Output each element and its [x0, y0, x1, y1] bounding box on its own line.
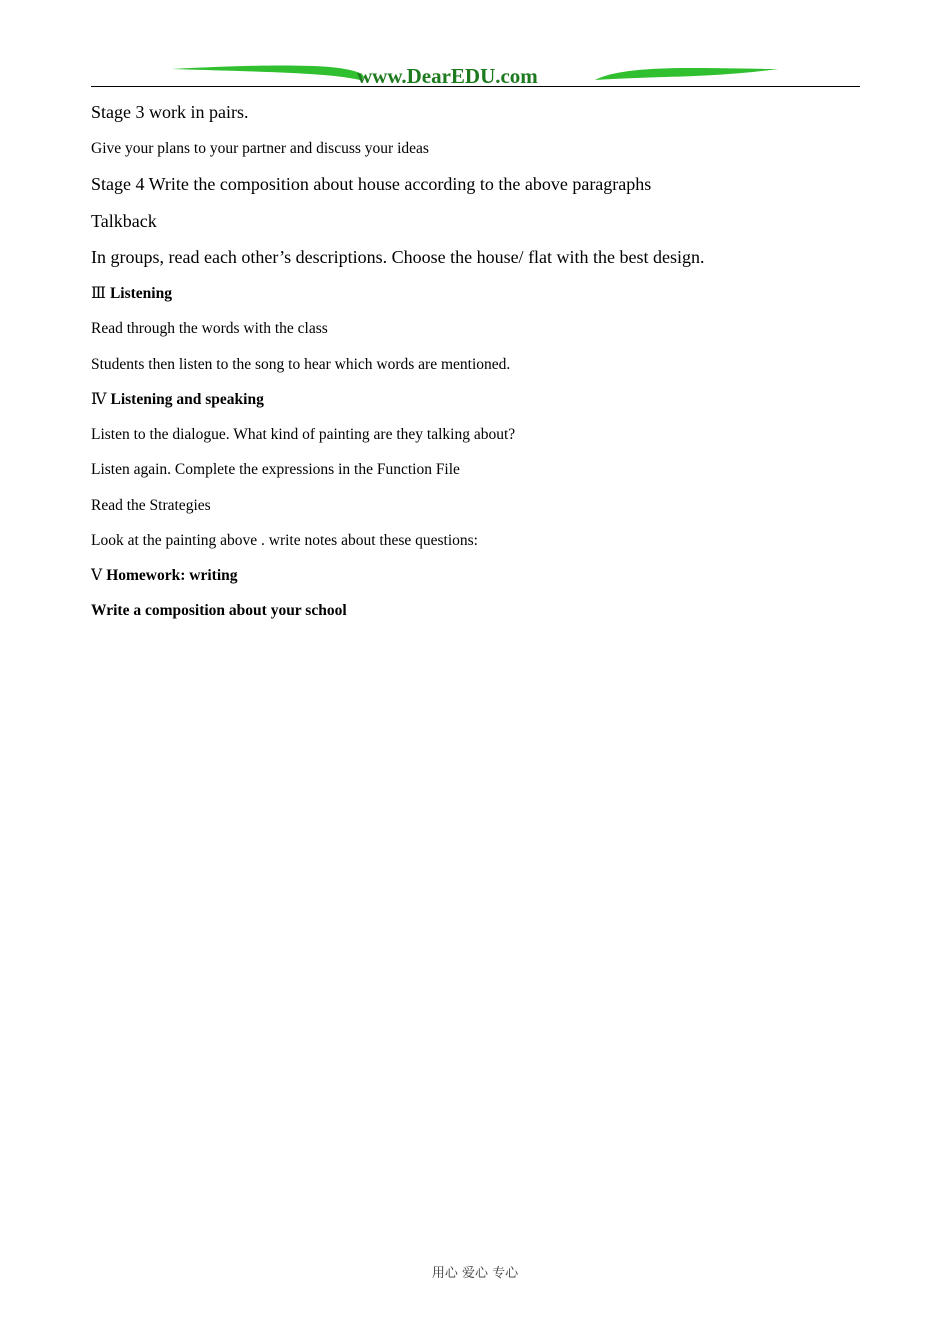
stage3-detail: Give your plans to your partner and discuss your ideas — [91, 140, 429, 157]
talkback-heading: Talkback — [91, 211, 157, 231]
listening-speaking-item: Look at the painting above . write notes about these questions: — [91, 532, 478, 549]
section-homework-heading — [91, 568, 238, 584]
listening-item: Read through the words with the class — [91, 320, 328, 337]
listening-speaking-item: Read the Strategies — [91, 497, 211, 514]
section-numeral: Ⅲ — [91, 285, 106, 302]
section-numeral: Ⅳ — [91, 391, 107, 408]
section-listening-heading — [91, 286, 172, 302]
header-divider — [91, 86, 860, 87]
section-title: Listening and speaking — [110, 391, 264, 408]
section-title: Homework: writing — [106, 567, 238, 584]
listening-speaking-item: Listen again. Complete the expressions in the Function File — [91, 461, 460, 478]
page-footer: 用心 爱心 专心 — [431, 1266, 519, 1281]
section-title: Listening — [109, 285, 172, 302]
logo-swoosh-left — [172, 66, 364, 80]
logo-swoosh-right — [595, 68, 778, 80]
stage3-heading: Stage 3 work in pairs. — [91, 102, 249, 122]
talkback-text: In groups, read each other’s descriptions. Choose the house/ flat with the best design. — [91, 247, 705, 267]
homework-task: Write a composition about your school — [91, 602, 347, 619]
listening-speaking-item: Listen to the dialogue. What kind of painting are they talking about? — [91, 426, 516, 443]
section-listening-speaking-heading — [91, 392, 264, 408]
logo-text: www.DearEDU.com — [357, 64, 538, 88]
stage4-heading: Stage 4 Write the composition about house according to the above paragraphs — [91, 174, 652, 194]
section-numeral: Ⅴ — [91, 567, 103, 584]
listening-item: Students then listen to the song to hear which words are mentioned. — [91, 356, 511, 373]
